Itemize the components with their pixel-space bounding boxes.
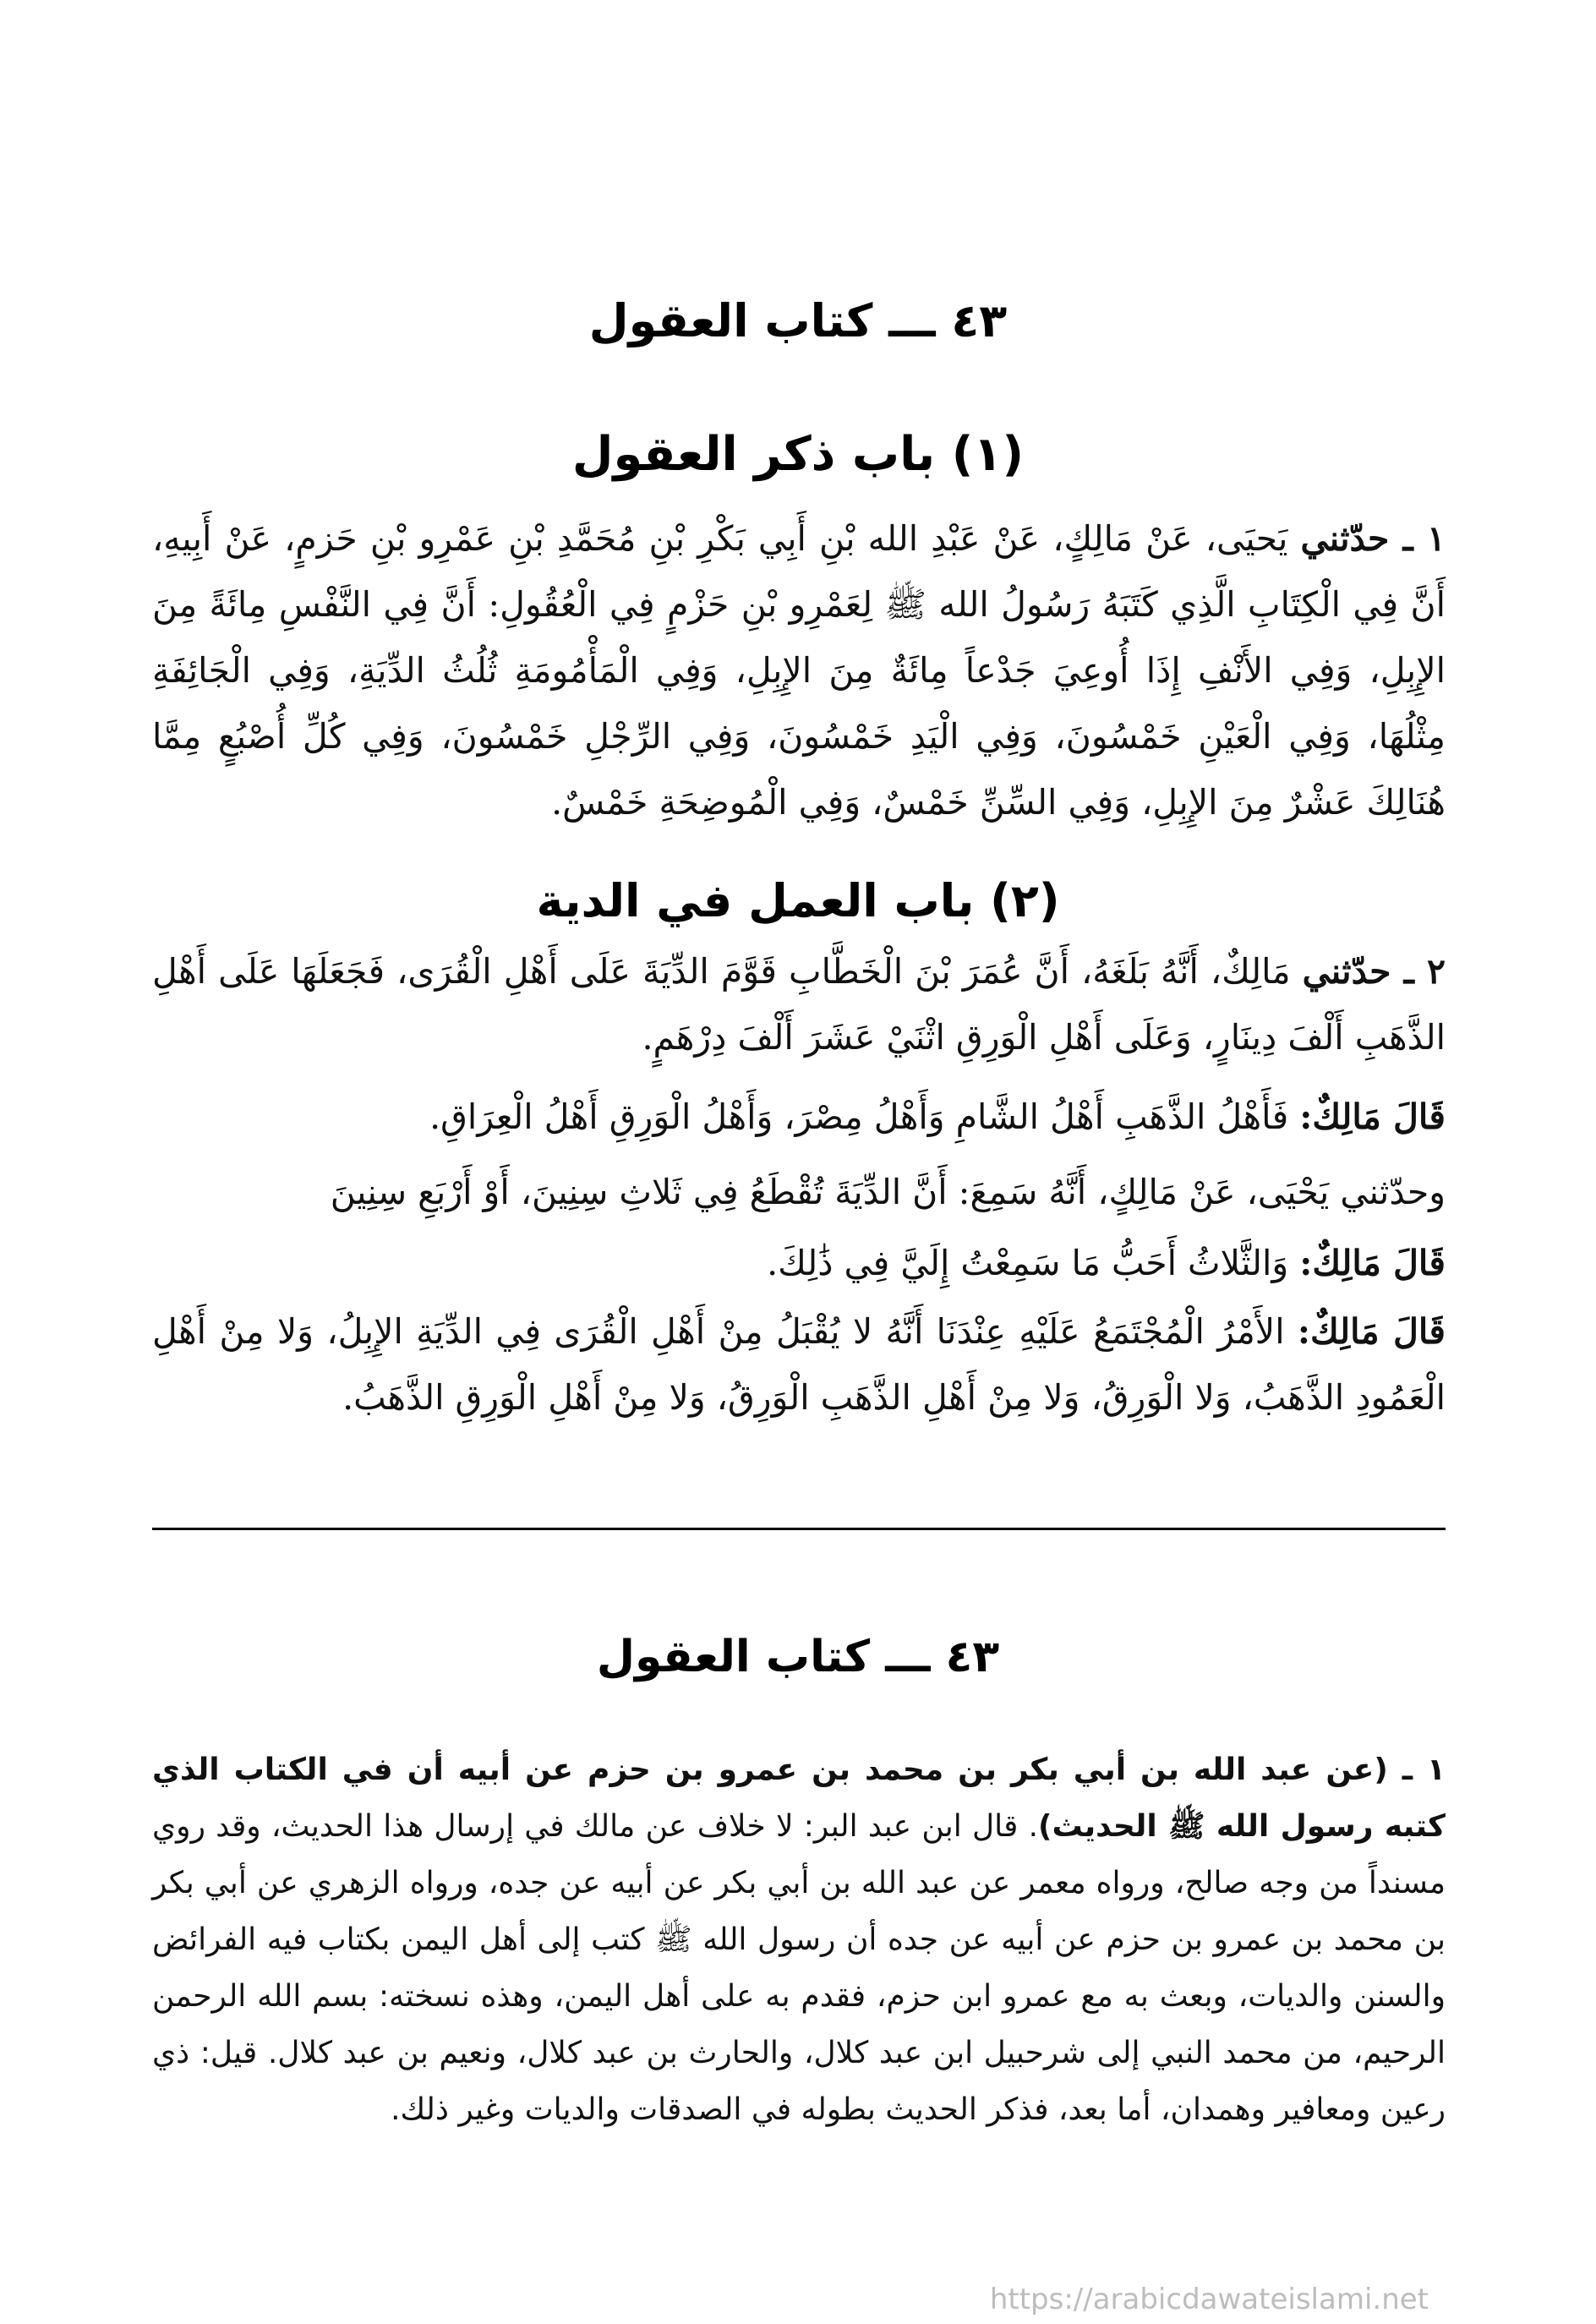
footnote-separator xyxy=(152,1528,1446,1530)
hadith-2-lead: ٢ ـ حدّثني xyxy=(1302,951,1446,992)
malik-statement-1-lead: قَالَ مَالِكٌ: xyxy=(1299,1096,1446,1137)
malik-statement-2-text: وَالثَّلاثُ أَحَبُّ مَا سَمِعْتُ إِلَيَّ فِي ذَٰلِكَ. xyxy=(767,1243,1300,1283)
hadith-1-text: يَحيَى، عَنْ مَالِكٍ، عَنْ عَبْدِ الله بْنِ أَبِي بَكْرِ بْنِ مُحَمَّدِ بْنِ عَمْرِو بْنِ حَزمٍ، عَنْ أَبِيهِ، أَنَّ فِي الْكِتَابِ الَّذِي كَتَبَهُ رَسُولُ الله ﷺ لِعَمْرِو بْنِ حَزْمٍ فِي الْعُقُولِ: أَنَّ فِي النَّفْسِ مِائَةً مِنَ الإِبِلِ، وَفِي الأَنْفِ إِذَا أُوعِيَ جَدْعاً مِائَةٌ مِنَ الإِبِلِ، وَفِي الْمَأْمُومَةِ ثُلُثُ الدِّيَةِ، وَفِي الْجَائِفَةِ مِثْلُهَا، وَفِي الْعَيْنِ خَمْسُونَ، وَفِي الْيَدِ خَمْسُونَ، وَفِي الرِّجْلِ خَمْسُونَ، وَفِي كُلِّ أُصْبُعٍ مِمَّا هُنَالِكَ عَشْرٌ مِنَ الإِبِلِ، وَفِي السِّنِّ خَمْسٌ، وَفِي الْمُوضِحَةِ خَمْسٌ. xyxy=(152,518,1446,823)
malik-statement-2-lead: قَالَ مَالِكٌ: xyxy=(1299,1243,1446,1283)
book-title: ٤٣ ـــ كتاب العقول xyxy=(588,294,1008,347)
commentary-paragraph xyxy=(152,1742,1446,2138)
hadith-1-lead: ١ ـ حدّثني xyxy=(1300,518,1446,559)
malik-statement-1 xyxy=(152,1084,1446,1150)
malik-statement-3-text: الأَمْرُ الْمُجْتَمَعُ عَلَيْهِ عِنْدَنَا أَنَّهُ لا يُقْبَلُ مِنْ أَهْلِ الْقُرَى فِي الدِّيَةِ الإِبِلُ، وَلا مِنْ أَهْلِ الْعَمُودِ الذَّهَبُ، وَلا الْوَرِقُ، وَلا مِنْ أَهْلِ الذَّهَبِ الْوَرِقُ، وَلا مِنْ أَهْلِ الْوَرِقِ الذَّهَبُ. xyxy=(152,1311,1446,1418)
chapter-heading-2: (٢) باب العمل في الدية xyxy=(536,874,1060,927)
hadith-1 xyxy=(152,506,1446,835)
commentary-text: . قال ابن عبد البر: لا خلاف عن مالك في إرسال هذا الحديث، وقد روي مسنداً من وجه صالح، ورواه معمر عن عبد الله بن أبي بكر عن أبيه عن جده، ورواه الزهري عن أبي بكر بن محمد بن عمرو بن حزم عن أبيه عن جده أن رسول الله ﷺ كتب إلى أهل اليمن بكتاب فيه الفرائض والسنن والديات، وبعث به مع عمرو ابن حزم، فقدم به على أهل اليمن، وهذه نسخته: بسم الله الرحمن الرحيم، من محمد النبي إلى شرحبيل ابن عبد كلال، والحارث بن عبد كلال، ونعيم بن عبد كلال. قيل: ذي رعين ومعافير وهمدان، أما بعد، فذكر الحديث بطوله في الصدقات والديات وغير ذلك. xyxy=(152,1809,1446,2127)
chapter-heading-1: (١) باب ذكر العقول xyxy=(571,427,1025,482)
watermark-url: https://arabicdawateislami.net xyxy=(989,2283,1429,2316)
malik-statement-2 xyxy=(152,1230,1446,1296)
report-paragraph: وحدّثني يَحْيَى، عَنْ مَالِكٍ، أَنَّهُ سَمِعَ: أَنَّ الدِّيَةَ تُقْطَعُ فِي ثَلاثِ سِنِينَ، أَوْ أَرْبَعِ سِنِينَ xyxy=(330,1172,1446,1212)
malik-statement-3 xyxy=(152,1299,1446,1430)
malik-statement-3-lead: قَالَ مَالِكٌ: xyxy=(1297,1311,1446,1352)
malik-statement-1-text: فَأَهْلُ الذَّهَبِ أَهْلُ الشَّامِ وَأَهْلُ مِصْرَ، وَأَهْلُ الْوَرِقِ أَهْلُ الْعِرَاقِ. xyxy=(429,1096,1300,1137)
hadith-2 xyxy=(152,938,1446,1070)
commentary-title: ٤٣ ـــ كتاب العقول xyxy=(596,1632,1000,1682)
commentary-lead: ١ ـ (عن عبد الله بن أبي بكر بن محمد بن عمرو بن حزم عن أبيه أن في الكتاب الذي كتبه رسول الله ﷺ الحديث) xyxy=(152,1753,1446,1844)
hadith-2-text: مَالِكٌ، أَنَّهُ بَلَغَهُ، أَنَّ عُمَرَ بْنَ الْخَطَّابِ قَوَّمَ الدِّيَةَ عَلَى أَهْلِ الْقُرَى، فَجَعَلَهَا عَلَى أَهْلِ الذَّهَبِ أَلْفَ دِينَارٍ، وَعَلَى أَهْلِ الْوَرِقِ اثْنَيْ عَشَرَ أَلْفَ دِرْهَمٍ. xyxy=(152,951,1446,1058)
